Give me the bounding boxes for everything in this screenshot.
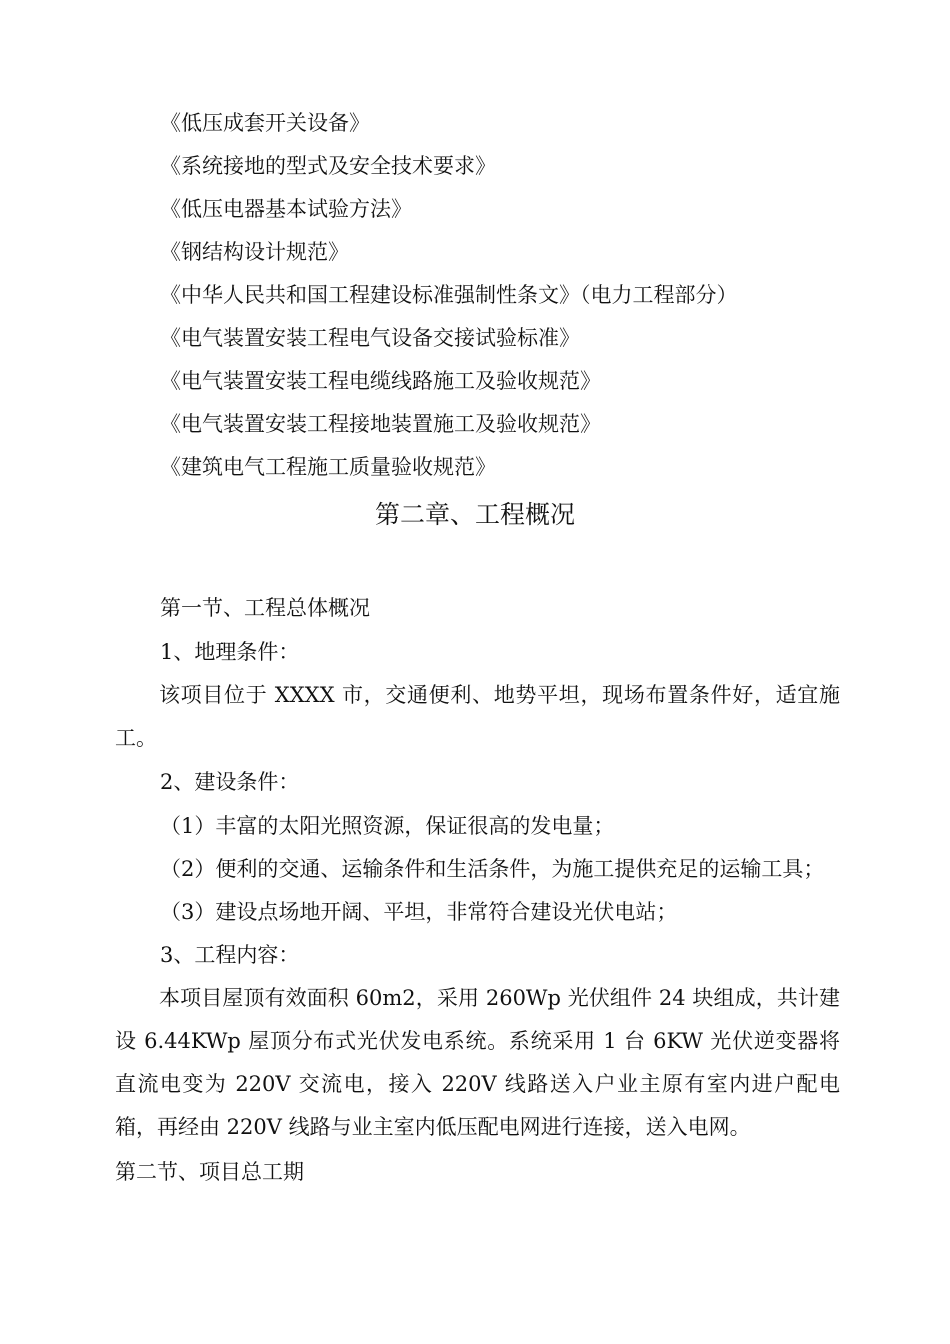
- subsection-heading: 2、建设条件：: [160, 770, 300, 794]
- standard-item: 《系统接地的型式及安全技术要求》: [160, 154, 496, 178]
- standard-item: 《建筑电气工程施工质量验收规范》: [160, 455, 496, 479]
- standard-item: 《电气装置安装工程电缆线路施工及验收规范》: [160, 369, 601, 393]
- list-item: （3）建设点场地开阔、平坦，非常符合建设光伏电站；: [160, 900, 678, 924]
- subsection-heading: 3、工程内容：: [160, 943, 300, 967]
- chapter-title: 第二章、工程概况: [374, 500, 575, 529]
- standard-item: 《中华人民共和国工程建设标准强制性条文》（电力工程部分）: [160, 283, 738, 307]
- standard-item: 《电气装置安装工程接地装置施工及验收规范》: [160, 412, 601, 436]
- section-title: 第二节、项目总工期: [115, 1160, 304, 1184]
- section-title: 第一节、工程总体概况: [160, 596, 370, 620]
- content-paragraph: 本项目屋顶有效面积 60m2，采用 260Wp 光伏组件 24 块组成，共计建设 6.44KWp 屋顶分布式光伏发电系统。系统采用 1 台 6KW 光伏逆变器将直流电变为 220V 交流电，接入 220V 线路送入户业主原有室内进户配电箱，再经由 220V 线路与业主室内低压配电网进行连接，送入电网。: [115, 986, 840, 1139]
- standard-item: 《低压成套开关设备》: [160, 111, 370, 135]
- list-item: （1）丰富的太阳光照资源，保证很高的发电量；: [160, 814, 615, 838]
- standard-item: 《低压电器基本试验方法》: [160, 197, 412, 221]
- subsection-heading: 1、地理条件：: [160, 640, 300, 664]
- standard-item: 《钢结构设计规范》: [160, 240, 349, 264]
- list-item: （2）便利的交通、运输条件和生活条件，为施工提供充足的运输工具；: [160, 857, 825, 881]
- geo-paragraph: 该项目位于 XXXX 市，交通便利、地势平坦，现场布置条件好，适宜施工。: [115, 683, 840, 750]
- standard-item: 《电气装置安装工程电气设备交接试验标准》: [160, 326, 580, 350]
